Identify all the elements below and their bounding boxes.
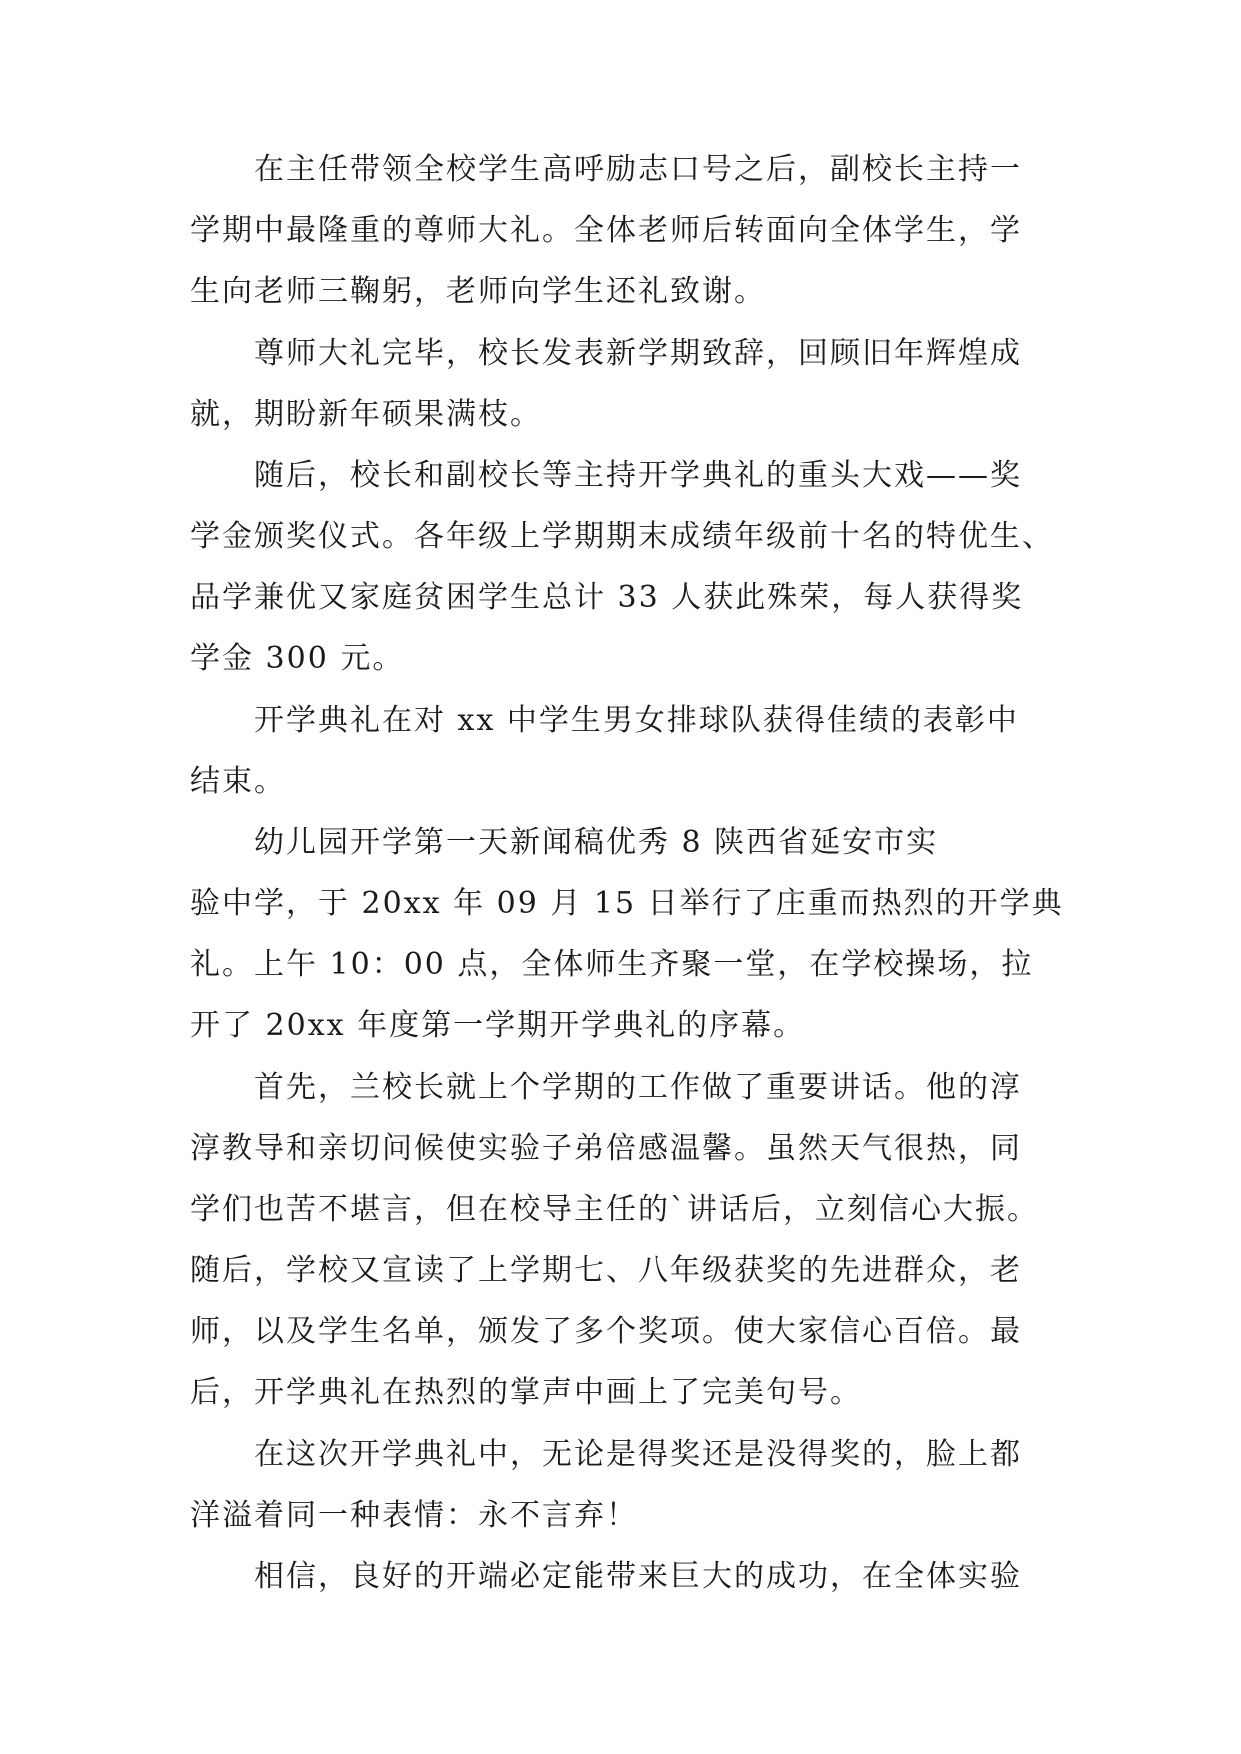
text-line: 就，期盼新年硕果满枝。 — [190, 397, 542, 432]
text-line: 验中学，于 20xx 年 09 月 15 日举行了庄重而热烈的开学典 — [190, 886, 1064, 921]
text-line: 淳教导和亲切问候使实验子弟倍感温馨。虽然天气很热，同 — [190, 1131, 1022, 1166]
text-line: 在这次开学典礼中，无论是得奖还是没得奖的，脸上都 — [254, 1437, 1022, 1472]
text-line: 后，开学典礼在热烈的掌声中画上了完美句号。 — [190, 1375, 862, 1410]
text-line: 学期中最隆重的尊师大礼。全体老师后转面向全体学生，学 — [190, 213, 1022, 248]
text-line: 首先，兰校长就上个学期的工作做了重要讲话。他的淳 — [254, 1070, 1022, 1105]
text-line: 礼。上午 10：00 点，全体师生齐聚一堂，在学校操场，拉 — [190, 947, 1034, 982]
text-line: 随后，校长和副校长等主持开学典礼的重头大戏——奖 — [254, 458, 1022, 493]
text-line: 生向老师三鞠躬，老师向学生还礼致谢。 — [190, 274, 766, 309]
text-line: 开学典礼在对 xx 中学生男女排球队获得佳绩的表彰中 — [254, 703, 1019, 738]
text-line: 学金颁奖仪式。各年级上学期期末成绩年级前十名的特优生、 — [190, 519, 1054, 554]
text-line: 洋溢着同一种表情：永不言弃！ — [190, 1498, 638, 1533]
text-line: 师，以及学生名单，颁发了多个奖项。使大家信心百倍。最 — [190, 1314, 1022, 1349]
text-line: 随后，学校又宣读了上学期七、八年级获奖的先进群众，老 — [190, 1253, 1022, 1288]
text-line: 相信，良好的开端必定能带来巨大的成功，在全体实验 — [254, 1559, 1022, 1594]
text-line: 尊师大礼完毕，校长发表新学期致辞，回顾旧年辉煌成 — [254, 336, 1022, 371]
text-line: 品学兼优又家庭贫困学生总计 33 人获此殊荣，每人获得奖 — [190, 580, 1024, 615]
text-line: 开了 20xx 年度第一学期开学典礼的序幕。 — [190, 1008, 806, 1043]
text-line: 结束。 — [190, 764, 286, 799]
text-line: 学金 300 元。 — [190, 641, 405, 676]
text-line: 幼儿园开学第一天新闻稿优秀 8 陕西省延安市实 — [254, 825, 939, 860]
text-line: 在主任带领全校学生高呼励志口号之后，副校长主持一 — [254, 152, 1022, 187]
text-line: 学们也苦不堪言，但在校导主任的`讲话后，立刻信心大振。 — [190, 1192, 1039, 1227]
